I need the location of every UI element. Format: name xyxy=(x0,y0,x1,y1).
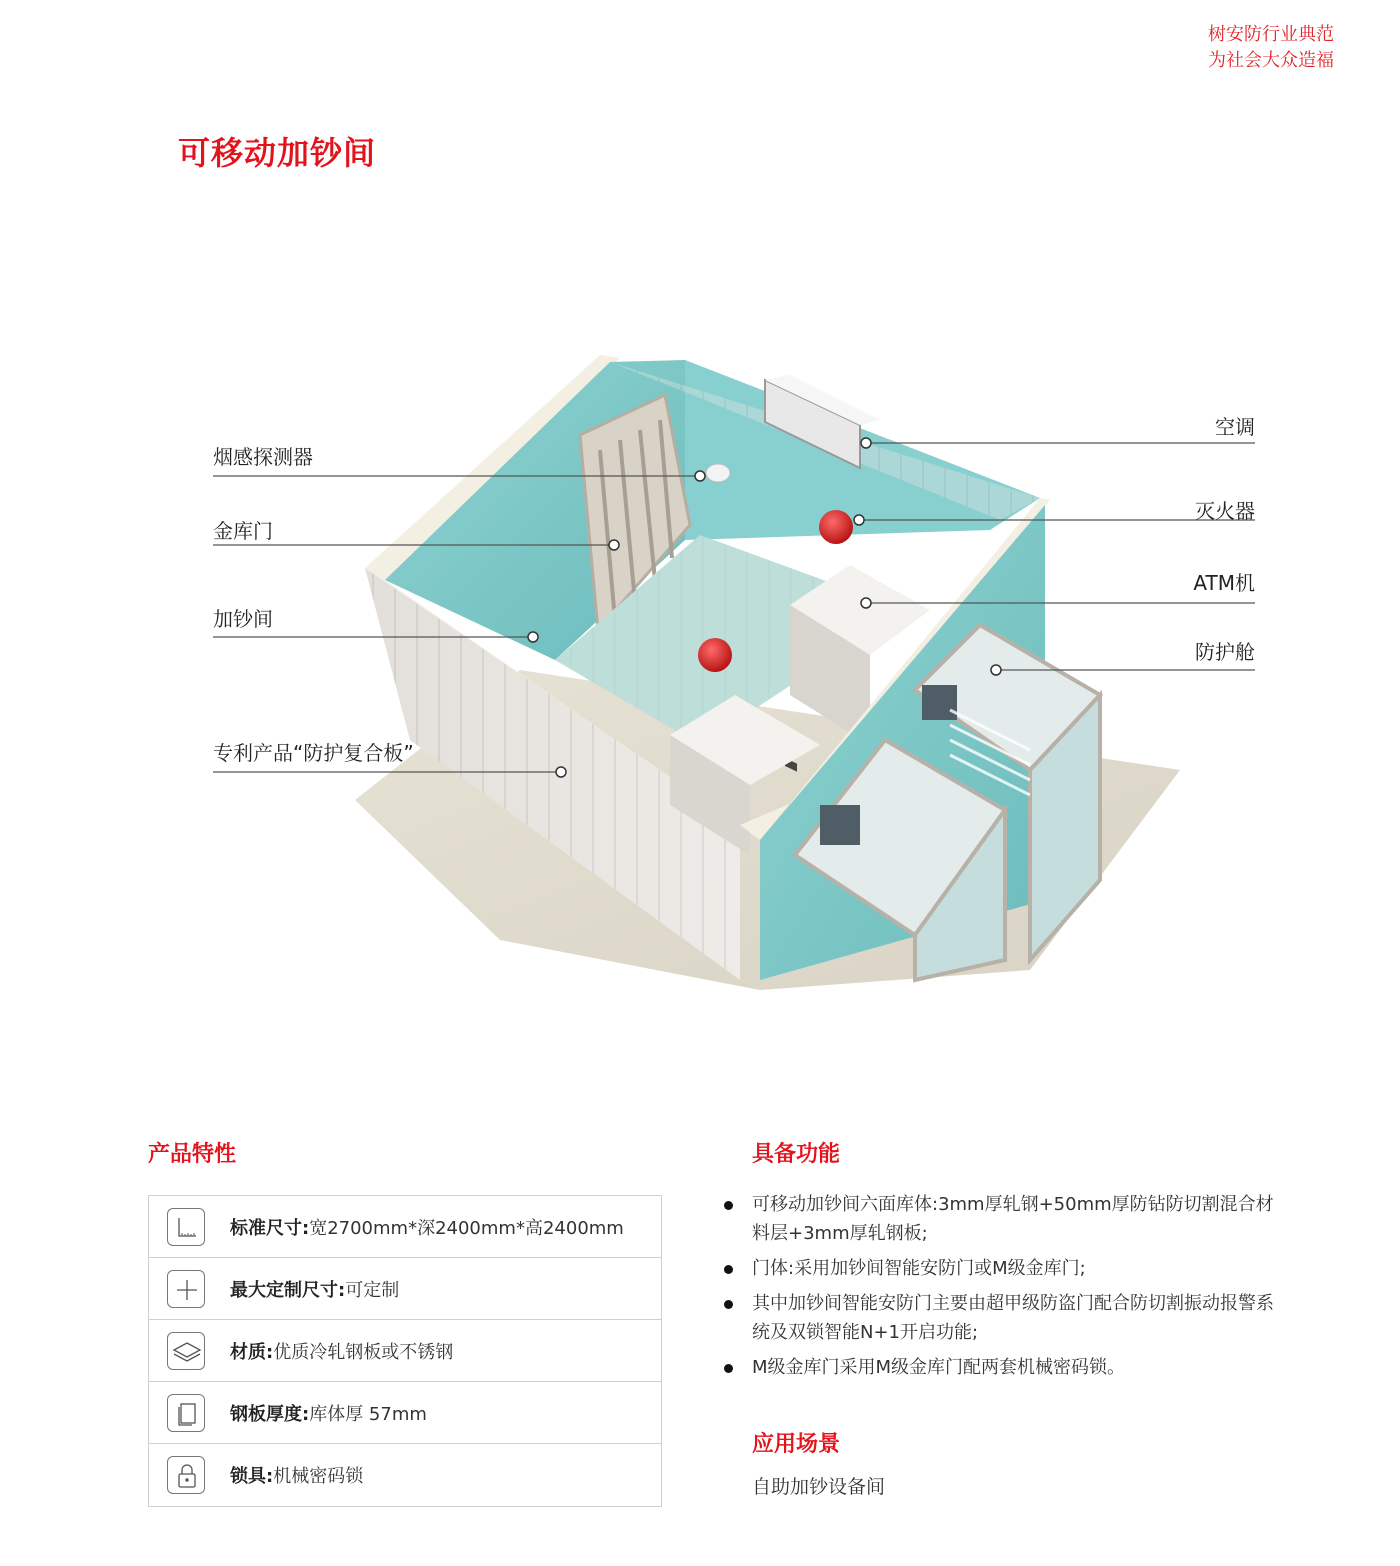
spec-text xyxy=(230,1462,363,1488)
bullet-icon xyxy=(724,1265,733,1274)
spec-label: 钢板厚度: xyxy=(230,1403,310,1425)
function-text: 门体:采用加钞间智能安防门或M级金库门; xyxy=(752,1258,1086,1279)
functions-title: 具备功能 xyxy=(752,1142,841,1167)
spec-value: 宽2700mm*深2400mm*高2400mm xyxy=(309,1217,624,1239)
bullet-icon xyxy=(724,1364,733,1373)
spec-label: 最大定制尺寸: xyxy=(230,1279,346,1301)
lock-icon xyxy=(167,1456,205,1494)
spec-value: 可定制 xyxy=(345,1279,400,1301)
callout-dot-room xyxy=(528,632,538,642)
crosshair-icon xyxy=(167,1270,205,1308)
scene-title: 应用场景 xyxy=(752,1432,841,1457)
callout-cash-room: 加钞间 xyxy=(213,607,273,631)
callout-vault-door: 金库门 xyxy=(213,519,273,543)
spec-value: 机械密码锁 xyxy=(273,1466,364,1487)
spec-label: 锁具: xyxy=(230,1466,274,1487)
spec-row xyxy=(149,1258,661,1320)
spec-value: 库体厚 57mm xyxy=(309,1403,427,1425)
spec-text xyxy=(230,1400,427,1426)
functions-list xyxy=(722,1190,1282,1388)
callout-smoke-detector: 烟感探测器 xyxy=(213,445,313,469)
bullet-icon xyxy=(724,1201,733,1210)
callout-protective-cabin: 防护舱 xyxy=(1195,640,1255,664)
function-text: 可移动加钞间六面库体:3mm厚轧钢+50mm厚防钻防切割混合材料层+3mm厚轧钢板; xyxy=(752,1194,1274,1244)
callout-dot-panel xyxy=(556,767,566,777)
scene-text: 自助加钞设备间 xyxy=(752,1476,886,1498)
callout-dot-ac xyxy=(861,438,871,448)
callout-dot-cabin xyxy=(991,665,1001,675)
list-item xyxy=(722,1289,1282,1347)
callout-dot-smoke xyxy=(695,471,705,481)
spec-row xyxy=(149,1196,661,1258)
callout-dot-extinguisher xyxy=(854,515,864,525)
spec-row xyxy=(149,1444,661,1506)
callout-atm: ATM机 xyxy=(1193,571,1255,595)
spec-text xyxy=(230,1276,399,1302)
callout-composite-panel: 专利产品“防护复合板” xyxy=(213,741,414,765)
spec-text xyxy=(230,1214,624,1240)
spec-label: 标准尺寸: xyxy=(230,1217,310,1239)
list-item xyxy=(722,1353,1282,1382)
page-title: 可移动加钞间 xyxy=(178,134,377,172)
spec-label: 材质: xyxy=(230,1341,274,1363)
spec-value: 优质冷轧钢板或不锈钢 xyxy=(273,1341,454,1363)
function-text: 其中加钞间智能安防门主要由超甲级防盗门配合防切割振动报警系统及双锁智能N+1开启功能; xyxy=(752,1293,1274,1343)
callout-fire-extinguisher: 灭火器 xyxy=(1195,499,1255,523)
list-item xyxy=(722,1254,1282,1283)
spec-table xyxy=(148,1195,662,1507)
features-title: 产品特性 xyxy=(148,1142,237,1167)
function-text: M级金库门采用M级金库门配两套机械密码锁。 xyxy=(752,1357,1126,1378)
slogan xyxy=(1208,22,1334,74)
callout-dot-atm xyxy=(861,598,871,608)
callout-air-conditioner: 空调 xyxy=(1215,415,1255,439)
ruler-icon xyxy=(167,1208,205,1246)
vault-room-render xyxy=(0,340,1400,990)
slogan-line-1: 树安防行业典范 xyxy=(1208,24,1334,45)
product-illustration xyxy=(0,340,1400,990)
list-item xyxy=(722,1190,1282,1248)
bullet-icon xyxy=(724,1300,733,1309)
layers-icon xyxy=(167,1332,205,1370)
spec-row xyxy=(149,1320,661,1382)
sheets-icon xyxy=(167,1394,205,1432)
spec-row xyxy=(149,1382,661,1444)
spec-text xyxy=(230,1338,453,1364)
callout-dot-door xyxy=(609,540,619,550)
slogan-line-2: 为社会大众造福 xyxy=(1208,50,1334,71)
